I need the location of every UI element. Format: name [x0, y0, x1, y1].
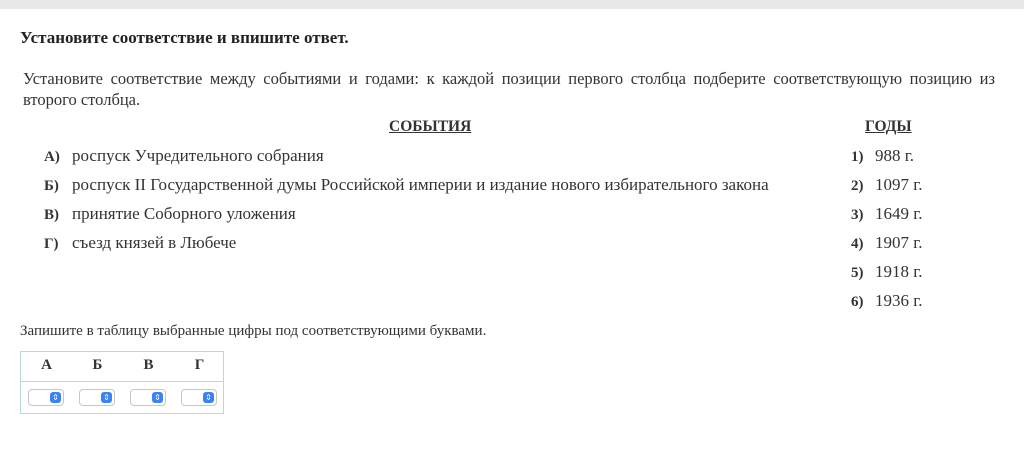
- year-row-5: [851, 262, 923, 282]
- answer-table: [20, 351, 224, 414]
- event-row-b: [44, 175, 769, 195]
- answer-select-g[interactable]: [181, 389, 217, 406]
- event-letter: Г): [44, 236, 59, 252]
- updown-chevron-icon: ⇕: [152, 392, 163, 403]
- answer-letter-g: Г: [194, 357, 205, 373]
- event-text: съезд князей в Любече: [72, 233, 237, 252]
- answer-select-b[interactable]: [79, 389, 115, 406]
- event-letter: А): [44, 149, 60, 165]
- top-bar: [0, 0, 1024, 9]
- event-letter: В): [44, 207, 59, 223]
- year-row-3: [851, 204, 923, 224]
- year-number: 1): [851, 149, 864, 165]
- year-number: 5): [851, 265, 864, 281]
- event-text: принятие Соборного уложения: [72, 204, 296, 223]
- updown-chevron-icon: ⇕: [50, 392, 61, 403]
- answer-select-v[interactable]: [130, 389, 166, 406]
- year-row-1: [851, 146, 914, 166]
- year-number: 2): [851, 178, 864, 194]
- year-text: 1649 г.: [875, 204, 923, 223]
- updown-chevron-icon: ⇕: [101, 392, 112, 403]
- years-column-header: ГОДЫ: [865, 118, 912, 135]
- answer-select-a[interactable]: [28, 389, 64, 406]
- event-row-v: [44, 204, 296, 224]
- task-heading: Установите соответствие и впишите ответ.: [20, 28, 349, 47]
- answer-letter-a: А: [41, 357, 52, 373]
- answer-table-header: [21, 352, 223, 382]
- year-text: 1907 г.: [875, 233, 923, 252]
- event-text: роспуск Учредительного собрания: [72, 146, 324, 165]
- event-row-g: [44, 233, 236, 253]
- year-text: 988 г.: [875, 146, 915, 165]
- updown-chevron-icon: ⇕: [203, 392, 214, 403]
- event-text: роспуск II Государственной думы Российской империи и издание нового избирательного закона: [72, 175, 769, 194]
- event-letter: Б): [44, 178, 59, 194]
- answer-instruction: Запишите в таблицу выбранные цифры под соответствующими буквами.: [20, 323, 487, 339]
- year-text: 1097 г.: [875, 175, 923, 194]
- year-row-4: [851, 233, 923, 253]
- answer-letter-b: Б: [92, 357, 103, 373]
- events-column-header: СОБЫТИЯ: [389, 118, 472, 135]
- year-text: 1936 г.: [875, 291, 923, 310]
- year-number: 3): [851, 207, 864, 223]
- year-number: 6): [851, 294, 864, 310]
- task-instruction: Установите соответствие между событиями и годами: к каждой позиции первого столбца подберите соответствующую позицию из второго столбца.: [23, 69, 995, 109]
- year-text: 1918 г.: [875, 262, 923, 281]
- year-row-2: [851, 175, 923, 195]
- year-row-6: [851, 291, 923, 311]
- answer-letter-v: В: [143, 357, 154, 373]
- event-row-a: [44, 146, 324, 166]
- year-number: 4): [851, 236, 864, 252]
